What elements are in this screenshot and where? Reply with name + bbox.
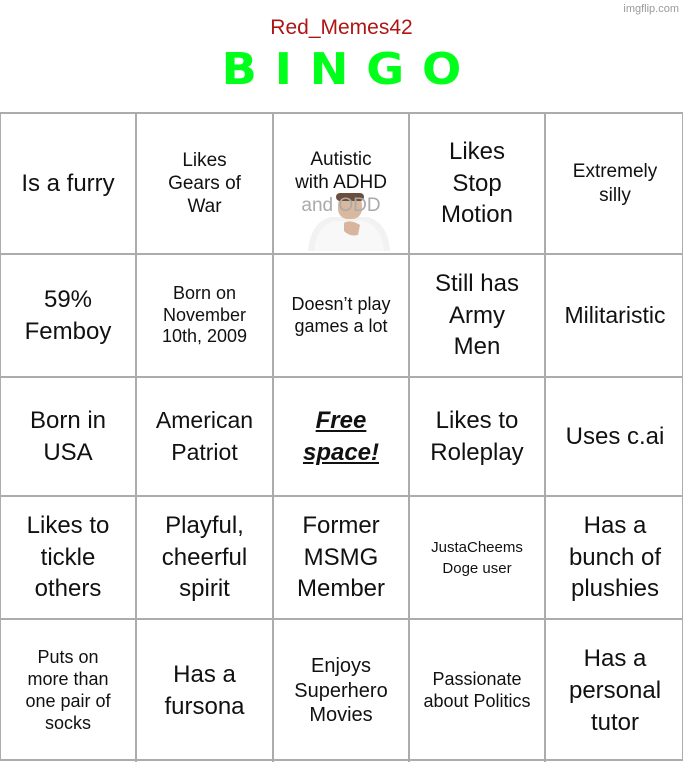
cell-text-line: and ODD [301,195,381,217]
cell-text: Likes Gears of War [168,149,241,218]
watermark: imgflip.com [623,3,679,15]
bingo-cell[interactable] [546,620,683,762]
cell-text: Extremely silly [572,161,658,206]
bingo-cell[interactable] [546,255,683,378]
cell-text: 59% Femboy [24,285,112,345]
cell-text: Still has Army Men [434,269,520,361]
bingo-grid [0,112,683,761]
bingo-cell[interactable] [274,255,410,378]
bingo-cell[interactable] [546,114,683,255]
cell-text: American Patriot [155,407,254,465]
cell-text: Puts on more than one pair of socks [25,647,111,733]
bingo-cell-autistic[interactable] [274,114,410,255]
cell-text [295,148,387,218]
bingo-cell[interactable] [1,114,137,255]
cell-text: Uses c.ai [565,422,665,450]
cell-text: Likes Stop Motion [440,137,514,229]
bingo-cell[interactable] [410,497,546,620]
bingo-cell[interactable] [410,620,546,762]
bingo-cell[interactable] [1,378,137,497]
cell-text: Born on November 10th, 2009 [161,282,248,347]
cell-text: Passionate about Politics [423,669,531,711]
bingo-cell[interactable] [137,378,274,497]
cell-text: Has a personal tutor [568,645,662,736]
bingo-cell[interactable] [137,255,274,378]
bingo-cell[interactable] [274,497,410,620]
cell-text: Born in USA [29,406,107,466]
bingo-cell[interactable] [137,620,274,762]
cell-text: Militaristic [564,301,666,328]
bingo-cell[interactable] [274,620,410,762]
cell-text: Likes to tickle others [26,511,110,603]
cell-text-line: with ADHD [295,172,387,194]
bingo-cell[interactable] [410,255,546,378]
cell-text: Has a fursona [164,661,245,720]
bingo-cell[interactable] [137,114,274,255]
cell-text: Doesn’t play games a lot [291,293,391,336]
free-space-line: Free [315,407,367,435]
bingo-cell[interactable] [1,497,137,620]
bingo-cell[interactable] [546,497,683,620]
cell-text: Playful, cheerful spirit [161,511,248,603]
bingo-cell-free-space[interactable] [274,378,410,497]
bingo-cell[interactable] [1,255,137,378]
free-space-line: space! [302,438,380,466]
bingo-cell[interactable] [1,620,137,762]
free-space-text [303,405,379,467]
cell-text: Enjoys Superhero Movies [294,655,388,727]
cell-text-line: Autistic [310,149,372,170]
cell-text: JustaCheems Doge user [431,538,523,577]
cell-text: Former MSMG Member [296,511,386,603]
cell-text: Is a furry [21,169,115,197]
bingo-cell[interactable] [137,497,274,620]
bingo-title: BINGO [221,44,480,95]
bingo-cell[interactable] [546,378,683,497]
bingo-cell[interactable] [410,378,546,497]
cell-text: Has a bunch of plushies [568,511,662,603]
cell-text: Likes to Roleplay [430,406,524,466]
bingo-cell[interactable] [410,114,546,255]
author-name: Red_Memes42 [270,16,413,39]
